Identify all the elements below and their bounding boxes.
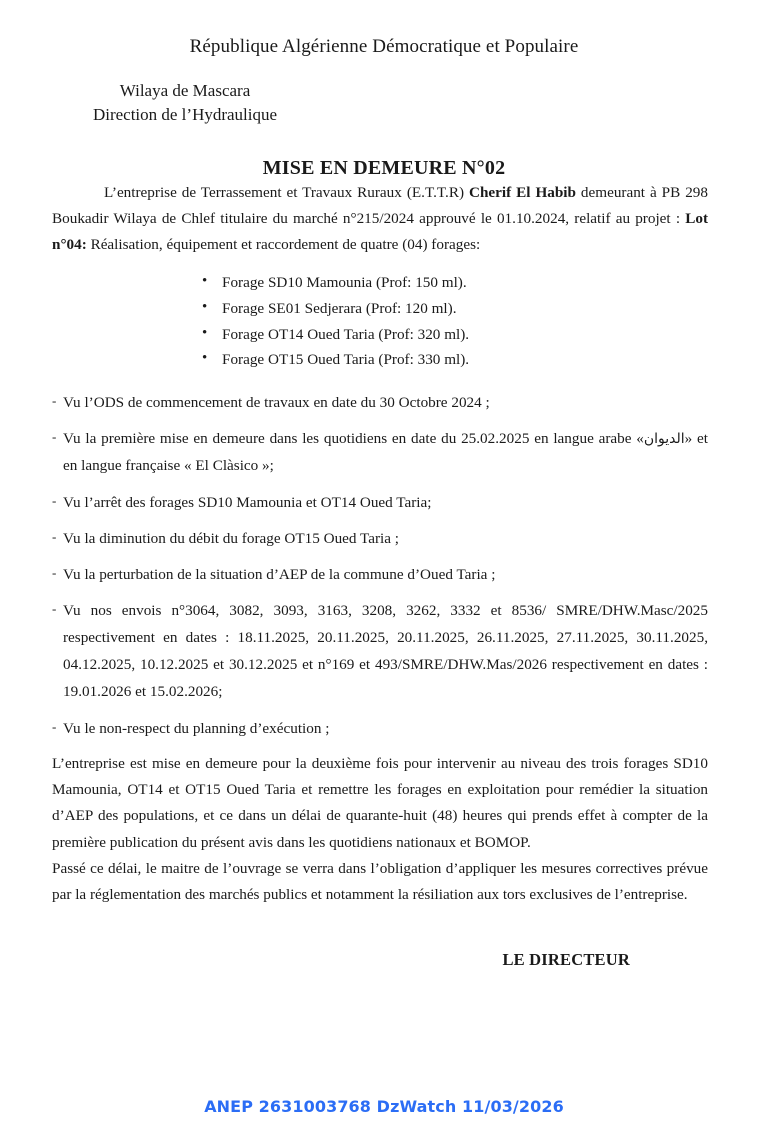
forages-list — [52, 270, 708, 372]
closing-paragraph-2: Passé ce délai, le maitre de l’ouvrage se verra dans l’obligation d’appliquer les mesures correctives prévue par la réglementation des marchés publics et notamment la résiliation aux tors exclusives de l’entreprise. — [52, 859, 708, 903]
list-item: • Forage OT15 Oued Taria (Prof: 330 ml). — [202, 347, 708, 373]
vu-clause-non-respect-planning: - Vu le non-respect du planning d’exécution ; — [52, 715, 708, 742]
vu-clause-diminution-debit: - Vu la diminution du débit du forage OT15 Oued Taria ; — [52, 525, 708, 552]
company-name: Cherif El Habib — [469, 184, 576, 202]
organization-block — [0, 79, 330, 127]
intro-paragraph — [52, 180, 708, 258]
arabic-newspaper-name: الديوان — [643, 430, 685, 447]
document-title: MISE EN DEMEURE N°02 — [262, 157, 506, 180]
lot-label: Lot n°04: — [52, 210, 708, 254]
list-item: • Forage SD10 Mamounia (Prof: 150 ml). — [202, 270, 708, 296]
intro-text-part3: Réalisation, équipement et raccordement de quatre (04) forages: — [86, 236, 481, 254]
intro-text-part2: demeurant à PB 298 Boukadir Wilaya de Chlef titulaire du marché n°215/2024 approuvé le 01.10.2024, relatif au projet : — [52, 184, 708, 228]
republic-heading: République Algérienne Démocratique et Populaire — [189, 36, 579, 57]
vu-clause-text-before-arabic: Vu la première mise en demeure dans les quotidiens en date du 25.02.2025 en langue arabe « — [63, 429, 644, 447]
intro-text-part1: L’entreprise de Terrassement et Travaux Ruraux (E.T.T.R) — [104, 184, 469, 202]
vu-clause-premiere-mise-en-demeure — [52, 425, 708, 479]
vu-clause-perturbation-aep: - Vu la perturbation de la situation d’AEP de la commune d’Oued Taria ; — [52, 561, 708, 588]
signature-block: LE DIRECTEUR — [502, 949, 630, 969]
list-item: • Forage OT14 Oued Taria (Prof: 320 ml). — [202, 322, 708, 348]
wilaya-line: Wilaya de Mascara — [119, 80, 251, 100]
vu-clause-arret-forages: - Vu l’arrêt des forages SD10 Mamounia et OT14 Oued Taria; — [52, 489, 708, 516]
vu-clause-text-after-arabic: » et en langue française « El Clàsico »; — [63, 429, 708, 474]
direction-line: Direction de l’Hydraulique — [92, 104, 278, 124]
document-body — [0, 180, 768, 970]
closing-paragraph-1: L’entreprise est mise en demeure pour la deuxième fois pour intervenir au niveau des trois forages SD10 Mamounia, OT14 et OT15 Oued Taria et remettre les forages en exploitation pour remédier la situation d’AEP des populations, et ce dans un délai de quarante-huit (48) heures qui prends effet à compter de la première publication du présent avis dans les quotidiens nationaux et BOMOP. — [52, 755, 708, 851]
vu-clause-ods: - Vu l’ODS de commencement de travaux en date du 30 Octobre 2024 ; — [52, 389, 708, 416]
list-item: • Forage SE01 Sedjerara (Prof: 120 ml). — [202, 296, 708, 322]
vu-clauses-list — [52, 389, 708, 743]
vu-clause-envois: - Vu nos envois n°3064, 3082, 3093, 3163, 3208, 3262, 3332 et 8536/ SMRE/DHW.Masc/2025 respectivement en dates : 18.11.2025, 20.11.2025, 20.11.2025, 26.11.2025, 27.11.2025, 30.11.2025, 04.12.2025, 10.12.2025 et 30.12.2025 et n°169 et 493/SMRE/DHW.Mas/2026 respectivement en dates : 19.01.2026 et 15.02.2026; — [52, 597, 708, 705]
anep-footer: ANEP 2631003768 DzWatch 11/03/2026 — [204, 1097, 564, 1116]
